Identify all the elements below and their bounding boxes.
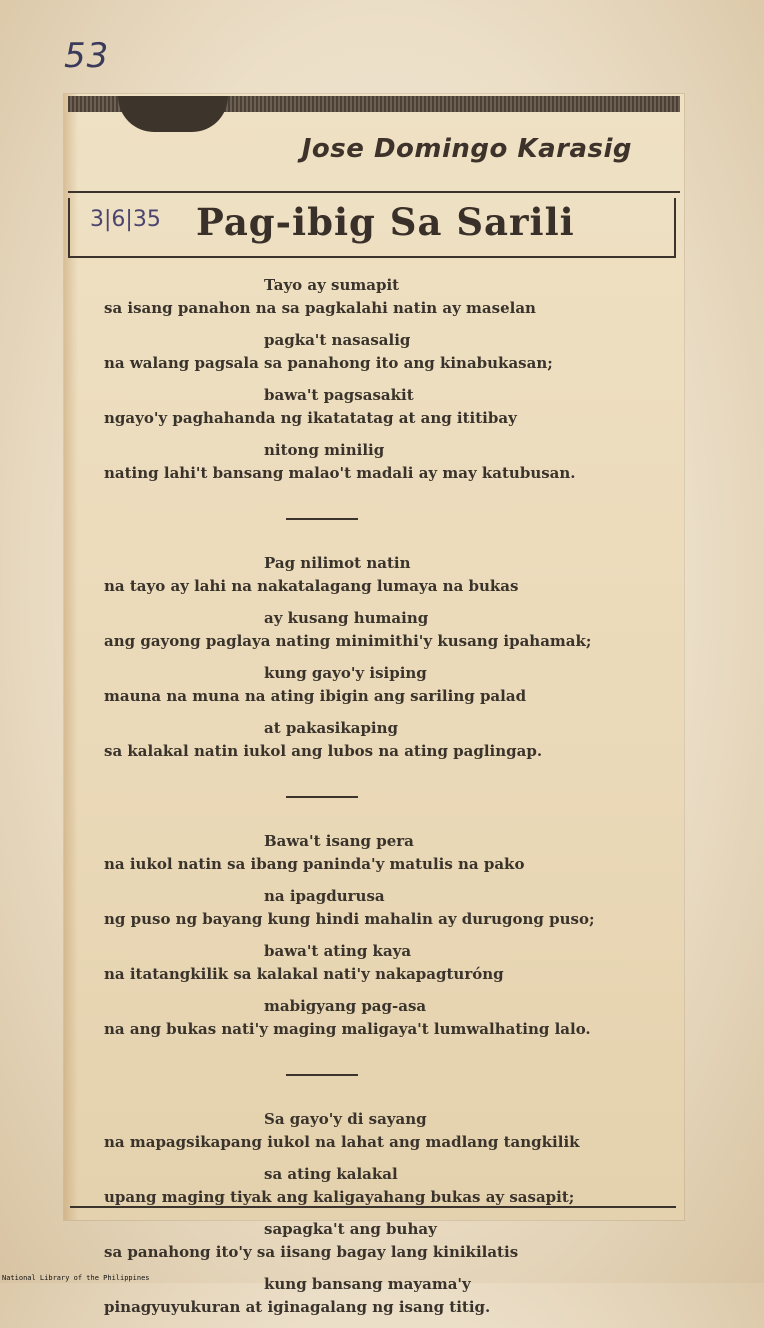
poem-line: sapagka't ang buhay bbox=[264, 1220, 437, 1238]
bottom-rule bbox=[70, 1206, 676, 1208]
poem-line: na tayo ay lahi na nakatalagang lumaya na bukas bbox=[104, 577, 519, 595]
stanza-1 bbox=[104, 274, 664, 485]
title-top-rule bbox=[68, 191, 680, 193]
stanza-separator bbox=[286, 518, 358, 520]
library-credit: National Library of the Philippines bbox=[2, 1274, 150, 1282]
poem-line: bawa't ating kaya bbox=[264, 942, 412, 960]
poem-line: ang gayong paglaya nating minimithi'y kusang ipahamak; bbox=[104, 632, 592, 650]
stanza-separator bbox=[286, 1074, 358, 1076]
poem-line: pinagyuyukuran at iginagalang ng isang titig. bbox=[104, 1298, 491, 1316]
stanza-separator bbox=[286, 796, 358, 798]
poem-body bbox=[104, 274, 664, 1328]
poem-line: ng puso ng bayang kung hindi mahalin ay durugong puso; bbox=[104, 910, 595, 928]
stanza-2 bbox=[104, 552, 664, 763]
poem-line: ngayo'y paghahanda ng ikatatatag at ang ititibay bbox=[104, 409, 517, 427]
poem-line: sa isang panahon na sa pagkalahi natin ay maselan bbox=[104, 299, 536, 317]
poem-line: na ipagdurusa bbox=[264, 887, 385, 905]
poem-line: na ang bukas nati'y maging maligaya't lumwalhating lalo. bbox=[104, 1020, 591, 1038]
poem-line: Bawa't isang pera bbox=[264, 832, 414, 850]
stanza-3 bbox=[104, 830, 664, 1041]
poem-line: mabigyang pag-asa bbox=[264, 997, 427, 1015]
stanza-4 bbox=[104, 1108, 664, 1319]
poem-line: at pakasikaping bbox=[264, 719, 399, 737]
poem-line: nating lahi't bansang malao't madali ay may katubusan. bbox=[104, 464, 576, 482]
clipping-edge-shadow bbox=[64, 94, 78, 1220]
poem-line: nitong minilig bbox=[264, 441, 385, 459]
poem-line: na walang pagsala sa panahong ito ang kinabukasan; bbox=[104, 354, 553, 372]
poem-line: bawa't pagsasakit bbox=[264, 386, 414, 404]
date-stamp: 3|6|35 bbox=[90, 207, 161, 232]
poem-line: sa ating kalakal bbox=[264, 1165, 398, 1183]
banner-ornament bbox=[118, 96, 228, 132]
poem-line: sa kalakal natin iukol ang lubos na ating paglingap. bbox=[104, 742, 543, 760]
poem-line: na iukol natin sa ibang paninda'y matulis na pako bbox=[104, 855, 525, 873]
page-number: 53 bbox=[64, 36, 110, 76]
poem-line: Pag nilimot natin bbox=[264, 554, 411, 572]
poem-line: pagka't nasasalig bbox=[264, 331, 411, 349]
poem-line: ay kusang humaing bbox=[264, 609, 429, 627]
poem-line: na itatangkilik sa kalakal nati'y nakapagturóng bbox=[104, 965, 504, 983]
poem-line: upang maging tiyak ang kaligayahang bukas ay sasapit; bbox=[104, 1188, 575, 1206]
poem-line: kung gayo'y isiping bbox=[264, 664, 427, 682]
poem-line: Tayo ay sumapit bbox=[264, 276, 400, 294]
poem-title: Pag-ibig Sa Sarili bbox=[196, 200, 575, 244]
poem-line: mauna na muna na ating ibigin ang sariling palad bbox=[104, 687, 527, 705]
poem-line: kung bansang mayama'y bbox=[264, 1275, 471, 1293]
poem-line: sa panahong ito'y sa iisang bagay lang kinikilatis bbox=[104, 1243, 519, 1261]
poem-line: na mapagsikapang iukol na lahat ang madlang tangkilik bbox=[104, 1133, 580, 1151]
author-name: Jose Domingo Karasig bbox=[301, 134, 632, 164]
poem-line: Sa gayo'y di sayang bbox=[264, 1110, 427, 1128]
